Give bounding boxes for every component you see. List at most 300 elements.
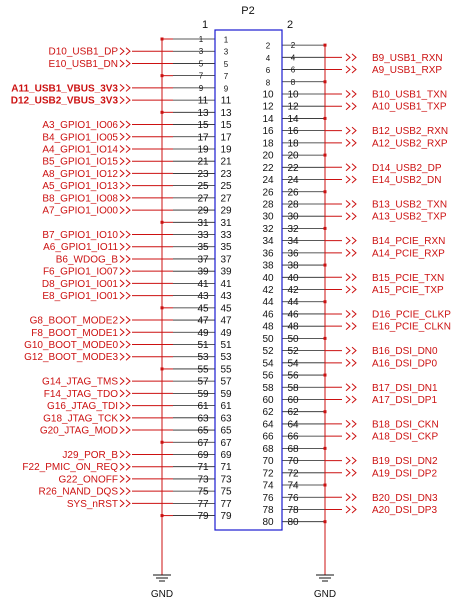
net-arrow-icon: [346, 90, 356, 97]
net-label-left-43: E8_GPIO1_IO01: [42, 291, 118, 303]
pin-number-50: 50: [287, 333, 299, 345]
pin-number-30: 30: [287, 211, 299, 223]
junction-dot: [324, 447, 327, 450]
pin-number-7: 7: [198, 71, 204, 81]
pin-number-13: 13: [197, 107, 209, 119]
pin-number-67: 67: [197, 437, 209, 449]
net-arrow-icon: [120, 353, 130, 360]
net-arrow-icon: [346, 494, 356, 501]
net-label-left-23: A8_GPIO1_IO12: [42, 168, 118, 180]
net-label-right-76: B20_DSI_DN3: [372, 492, 438, 504]
net-label-left-53: G12_BOOT_MODE3: [24, 352, 118, 364]
net-label-right-12: A10_USB1_TXP: [372, 101, 447, 113]
pin-number-27: 27: [197, 193, 209, 205]
pin-inner-number-8: 8: [265, 78, 271, 88]
net-arrow-icon: [346, 54, 356, 61]
junction-dot: [324, 337, 327, 340]
net-arrow-icon: [346, 127, 356, 134]
pin-number-22: 22: [287, 162, 299, 174]
net-label-left-41: D8_GPIO1_IO01: [41, 278, 118, 290]
pin-number-36: 36: [287, 248, 299, 260]
net-label-right-36: A14_PCIE_RXP: [372, 248, 445, 260]
gnd-symbol-right: [316, 575, 334, 581]
net-arrow-icon: [346, 66, 356, 73]
pin-number-76: 76: [287, 492, 299, 504]
net-arrow-icon: [120, 329, 130, 336]
pin-number-12: 12: [287, 101, 299, 113]
net-label-left-21: B5_GPIO1_IO15: [42, 156, 118, 168]
junction-dot: [161, 74, 164, 77]
pin-inner-number-68: 68: [262, 443, 274, 455]
junction-dot: [324, 264, 327, 267]
net-label-right-22: D14_USB2_DP: [372, 162, 442, 174]
net-label-right-24: E14_USB2_DN: [372, 175, 442, 187]
pin-inner-number-59: 59: [220, 388, 232, 400]
junction-dot: [161, 367, 164, 370]
pin-inner-number-33: 33: [220, 230, 232, 242]
junction-dot: [324, 374, 327, 377]
pin-number-15: 15: [197, 120, 209, 132]
pin-inner-number-58: 58: [262, 382, 274, 394]
pin-number-24: 24: [287, 175, 299, 187]
net-arrow-icon: [346, 103, 356, 110]
pin-number-37: 37: [197, 254, 209, 266]
junction-dot: [324, 190, 327, 193]
pin-inner-number-13: 13: [220, 107, 232, 119]
net-label-left-29: A7_GPIO1_IO00: [42, 205, 118, 217]
net-label-right-16: B12_USB2_RXN: [372, 126, 449, 138]
junction-dot: [161, 514, 164, 517]
pin-number-21: 21: [197, 156, 209, 168]
net-arrow-icon: [120, 194, 130, 201]
pin-number-66: 66: [287, 431, 299, 443]
net-label-right-28: B13_USB2_TXN: [372, 199, 448, 211]
net-label-right-4: B9_USB1_RXN: [372, 52, 443, 64]
pin-inner-number-42: 42: [262, 285, 274, 297]
gnd-label-left: GND: [150, 589, 174, 600]
pin-inner-number-25: 25: [220, 181, 232, 193]
pin-inner-number-67: 67: [220, 437, 232, 449]
net-arrow-icon: [120, 451, 130, 458]
net-arrow-icon: [120, 414, 130, 421]
pin-inner-number-76: 76: [262, 492, 274, 504]
pin-number-77: 77: [197, 498, 209, 510]
pin-number-11: 11: [197, 95, 209, 107]
pin-inner-number-74: 74: [262, 480, 274, 492]
junction-dot: [324, 410, 327, 413]
junction-dot: [324, 154, 327, 157]
net-label-right-60: A17_DSI_DP1: [372, 394, 438, 406]
net-label-right-40: B15_PCIE_TXN: [372, 272, 445, 284]
net-arrow-icon: [346, 310, 356, 317]
pin-number-60: 60: [287, 394, 299, 406]
net-label-left-47: G8_BOOT_MODE2: [29, 315, 118, 327]
pin-inner-number-64: 64: [262, 419, 274, 431]
pin-number-31: 31: [197, 217, 209, 229]
pin-inner-number-5: 5: [223, 59, 229, 69]
pin-number-80: 80: [287, 517, 299, 529]
junction-dot: [161, 221, 164, 224]
pin-inner-number-40: 40: [262, 272, 274, 284]
pin-number-56: 56: [287, 370, 299, 382]
net-label-left-17: B4_GPIO1_IO05: [42, 132, 118, 144]
pin-number-16: 16: [287, 126, 299, 138]
pin-inner-number-65: 65: [220, 425, 232, 437]
net-label-right-78: A20_DSI_DP3: [372, 504, 438, 516]
pin-number-26: 26: [287, 187, 299, 199]
pin-number-25: 25: [197, 181, 209, 193]
pin-inner-number-1: 1: [223, 35, 229, 45]
net-label-left-69: J29_POR_B: [62, 449, 118, 461]
net-label-left-35: A6_GPIO1_IO11: [43, 242, 118, 254]
pin-inner-number-11: 11: [220, 95, 232, 107]
junction-dot: [161, 441, 164, 444]
net-arrow-icon: [346, 274, 356, 281]
net-label-left-5: E10_USB1_DN: [48, 58, 118, 70]
net-label-right-72: A19_DSI_DP2: [372, 468, 438, 480]
net-label-right-54: A16_DSI_DP0: [372, 358, 438, 370]
net-label-left-33: B7_GPIO1_IO10: [42, 230, 118, 242]
pin-number-68: 68: [287, 443, 299, 455]
net-label-left-9: A11_USB1_VBUS_3V3: [11, 83, 118, 95]
net-arrow-icon: [120, 500, 130, 507]
pin-inner-number-36: 36: [262, 248, 274, 260]
pin-number-73: 73: [197, 474, 209, 486]
pin-header-left: 1: [201, 19, 209, 31]
pin-inner-number-47: 47: [220, 315, 232, 327]
pin-inner-number-37: 37: [220, 254, 232, 266]
pin-number-43: 43: [197, 291, 209, 303]
junction-dot: [324, 300, 327, 303]
pin-number-44: 44: [287, 297, 299, 309]
net-arrow-icon: [120, 48, 130, 55]
pin-inner-number-62: 62: [262, 407, 274, 419]
net-label-left-51: G10_BOOT_MODE0: [24, 340, 118, 351]
pin-inner-number-60: 60: [262, 394, 274, 406]
pin-number-28: 28: [287, 199, 299, 211]
pin-inner-number-17: 17: [220, 132, 232, 144]
pin-number-59: 59: [197, 388, 209, 400]
pin-inner-number-38: 38: [262, 260, 274, 272]
net-arrow-icon: [120, 158, 130, 165]
net-label-right-10: B10_USB1_TXN: [372, 89, 448, 101]
pin-inner-number-20: 20: [262, 150, 274, 162]
net-label-right-52: B16_DSI_DN0: [372, 346, 438, 358]
junction-dot: [161, 38, 164, 41]
pin-inner-number-31: 31: [220, 217, 232, 229]
net-arrow-icon: [120, 231, 130, 238]
junction-dot: [324, 117, 327, 120]
pin-inner-number-73: 73: [220, 474, 232, 486]
pin-number-14: 14: [287, 113, 299, 125]
pin-inner-number-80: 80: [262, 517, 274, 529]
pin-number-61: 61: [197, 401, 209, 413]
pin-number-1: 1: [198, 35, 204, 44]
net-arrow-icon: [120, 170, 130, 177]
pin-number-41: 41: [197, 278, 209, 290]
pin-number-55: 55: [197, 364, 209, 376]
net-arrow-icon: [120, 378, 130, 385]
net-label-left-15: A3_GPIO1_IO06: [42, 120, 118, 132]
pin-number-53: 53: [197, 352, 209, 364]
net-arrow-icon: [346, 213, 356, 220]
pin-number-42: 42: [287, 285, 299, 297]
pin-inner-number-72: 72: [262, 468, 274, 480]
net-arrow-icon: [346, 457, 356, 464]
net-label-left-77: SYS_nRST: [66, 498, 118, 510]
net-label-left-71: F22_PMIC_ON_REQ: [22, 462, 118, 474]
net-arrow-icon: [346, 420, 356, 427]
pin-number-64: 64: [287, 419, 299, 431]
pin-inner-number-49: 49: [220, 327, 232, 339]
net-label-right-42: A15_PCIE_TXP: [372, 285, 444, 297]
net-label-left-63: G18_JTAG_TCK: [43, 413, 118, 425]
pin-inner-number-41: 41: [220, 278, 232, 290]
net-arrow-icon: [120, 488, 130, 495]
junction-dot: [324, 484, 327, 487]
pin-number-49: 49: [197, 327, 209, 339]
pin-inner-number-52: 52: [262, 346, 274, 358]
pin-number-35: 35: [197, 242, 209, 254]
net-label-left-19: A4_GPIO1_IO14: [42, 144, 118, 156]
net-arrow-icon: [120, 255, 130, 262]
pin-inner-number-69: 69: [220, 449, 232, 461]
pin-inner-number-15: 15: [220, 120, 232, 132]
junction-dot: [161, 306, 164, 309]
net-arrow-icon: [120, 317, 130, 324]
pin-number-9: 9: [198, 83, 204, 93]
pin-inner-number-48: 48: [262, 321, 274, 333]
pin-inner-number-66: 66: [262, 431, 274, 443]
net-arrow-icon: [120, 475, 130, 482]
pin-inner-number-22: 22: [262, 162, 274, 174]
pin-number-20: 20: [287, 150, 299, 162]
pin-inner-number-77: 77: [220, 498, 232, 510]
pin-inner-number-14: 14: [262, 113, 274, 125]
pin-inner-number-16: 16: [262, 126, 274, 138]
pin-inner-number-34: 34: [262, 236, 274, 248]
net-arrow-icon: [346, 176, 356, 183]
pin-inner-number-63: 63: [220, 413, 232, 425]
net-label-left-11: D12_USB2_VBUS_3V3: [10, 95, 118, 107]
pin-number-65: 65: [197, 425, 209, 437]
net-label-left-25: A5_GPIO1_IO13: [42, 181, 118, 193]
pin-number-4: 4: [290, 53, 296, 63]
net-label-right-34: B14_PCIE_RXN: [372, 236, 446, 248]
net-label-left-57: G14_JTAG_TMS: [42, 376, 118, 388]
net-arrow-icon: [346, 469, 356, 476]
net-arrow-icon: [346, 249, 356, 256]
pin-number-3: 3: [198, 47, 204, 57]
pin-number-33: 33: [197, 230, 209, 242]
pin-inner-number-7: 7: [223, 72, 229, 82]
pin-inner-number-79: 79: [220, 511, 232, 523]
designator-label: P2: [241, 5, 255, 17]
pin-inner-number-50: 50: [262, 333, 274, 345]
pin-number-23: 23: [197, 168, 209, 180]
net-label-left-75: R26_NAND_DQS: [38, 486, 118, 498]
net-arrow-icon: [120, 133, 130, 140]
junction-dot: [324, 44, 327, 47]
net-label-right-18: A12_USB2_RXP: [372, 138, 448, 150]
pin-inner-number-56: 56: [262, 370, 274, 382]
pin-number-5: 5: [198, 59, 204, 69]
net-arrow-icon: [120, 121, 130, 128]
pin-number-70: 70: [287, 456, 299, 468]
pin-inner-number-3: 3: [223, 47, 229, 57]
net-arrow-icon: [120, 84, 130, 91]
pin-inner-number-29: 29: [220, 205, 232, 217]
net-arrow-icon: [346, 200, 356, 207]
net-arrow-icon: [346, 506, 356, 513]
pin-number-34: 34: [287, 236, 299, 248]
net-label-right-6: A9_USB1_RXP: [372, 65, 443, 77]
pin-inner-number-21: 21: [220, 156, 232, 168]
net-arrow-icon: [346, 384, 356, 391]
net-arrow-icon: [346, 347, 356, 354]
net-label-left-3: D10_USB1_DP: [48, 46, 118, 58]
net-arrow-icon: [120, 427, 130, 434]
net-label-right-58: B17_DSI_DN1: [372, 382, 438, 394]
pin-number-17: 17: [197, 132, 209, 144]
net-label-left-39: F6_GPIO1_IO07: [42, 266, 118, 278]
pin-number-10: 10: [287, 89, 299, 101]
pin-number-8: 8: [290, 77, 296, 87]
net-label-right-48: E16_PCIE_CLKN: [372, 321, 451, 333]
net-arrow-icon: [120, 145, 130, 152]
pin-number-63: 63: [197, 413, 209, 425]
pin-inner-number-35: 35: [220, 242, 232, 254]
net-label-left-61: G16_JTAG_TDI: [47, 401, 118, 413]
pin-number-72: 72: [287, 468, 299, 480]
net-label-right-46: D16_PCIE_CLKP: [372, 309, 451, 321]
net-arrow-icon: [120, 463, 130, 470]
pin-inner-number-53: 53: [220, 352, 232, 364]
net-arrow-icon: [346, 139, 356, 146]
pin-inner-number-6: 6: [265, 66, 271, 76]
pin-number-29: 29: [197, 205, 209, 217]
net-arrow-icon: [346, 433, 356, 440]
junction-dot: [324, 520, 327, 523]
net-arrow-icon: [120, 182, 130, 189]
pin-inner-number-32: 32: [262, 223, 274, 235]
pin-inner-number-27: 27: [220, 193, 232, 205]
net-arrow-icon: [120, 268, 130, 275]
pin-number-78: 78: [287, 504, 299, 516]
pin-number-69: 69: [197, 449, 209, 461]
pin-number-6: 6: [290, 65, 296, 75]
gnd-label-right: GND: [313, 589, 337, 600]
junction-dot: [161, 111, 164, 114]
net-label-left-65: G20_JTAG_MOD: [39, 425, 118, 437]
net-arrow-icon: [120, 280, 130, 287]
net-label-right-70: B19_DSI_DN2: [372, 456, 438, 468]
net-arrow-icon: [346, 323, 356, 330]
pin-inner-number-57: 57: [220, 376, 232, 388]
net-label-left-37: B6_WDOG_B: [55, 254, 118, 266]
pin-number-57: 57: [197, 376, 209, 388]
pin-inner-number-70: 70: [262, 456, 274, 468]
pin-inner-number-24: 24: [262, 175, 274, 187]
net-label-right-66: A18_DSI_CKP: [372, 431, 439, 443]
pin-inner-number-45: 45: [220, 303, 232, 315]
pin-inner-number-23: 23: [220, 168, 232, 180]
pin-inner-number-75: 75: [220, 486, 232, 498]
pin-inner-number-28: 28: [262, 199, 274, 211]
pin-inner-number-78: 78: [262, 504, 274, 516]
net-arrow-icon: [346, 164, 356, 171]
net-arrow-icon: [120, 341, 130, 348]
pin-inner-number-71: 71: [220, 462, 232, 474]
net-arrow-icon: [346, 237, 356, 244]
net-arrow-icon: [120, 97, 130, 104]
pin-inner-number-30: 30: [262, 211, 274, 223]
pin-number-51: 51: [197, 340, 209, 351]
net-arrow-icon: [120, 243, 130, 250]
pin-number-46: 46: [287, 309, 299, 321]
pin-inner-number-51: 51: [220, 340, 232, 351]
pin-number-18: 18: [287, 138, 299, 150]
pin-number-75: 75: [197, 486, 209, 498]
pin-header-right: 2: [286, 19, 294, 31]
pin-inner-number-26: 26: [262, 187, 274, 199]
pin-inner-number-2: 2: [265, 41, 271, 51]
pin-number-58: 58: [287, 382, 299, 394]
pin-inner-number-4: 4: [265, 53, 271, 63]
pin-inner-number-44: 44: [262, 297, 274, 309]
net-arrow-icon: [346, 396, 356, 403]
pin-inner-number-12: 12: [262, 101, 274, 113]
pin-inner-number-18: 18: [262, 138, 274, 150]
pin-number-32: 32: [287, 223, 299, 235]
pin-number-62: 62: [287, 407, 299, 419]
net-label-left-27: B8_GPIO1_IO08: [42, 193, 118, 205]
net-label-left-73: G22_ONOFF: [58, 474, 118, 486]
pin-number-74: 74: [287, 480, 299, 492]
net-label-left-59: F14_JTAG_TDO: [43, 388, 118, 400]
pin-inner-number-43: 43: [220, 291, 232, 303]
junction-dot: [324, 227, 327, 230]
pin-inner-number-9: 9: [223, 84, 229, 94]
net-arrow-icon: [120, 402, 130, 409]
net-arrow-icon: [120, 292, 130, 299]
pin-number-40: 40: [287, 272, 299, 284]
pin-inner-number-46: 46: [262, 309, 274, 321]
net-arrow-icon: [346, 286, 356, 293]
net-label-left-49: F8_BOOT_MODE1: [31, 327, 118, 339]
net-label-right-64: B18_DSI_CKN: [372, 419, 439, 431]
net-arrow-icon: [120, 60, 130, 67]
pin-inner-number-10: 10: [262, 89, 274, 101]
pin-inner-number-19: 19: [220, 144, 232, 156]
pin-inner-number-55: 55: [220, 364, 232, 376]
pin-inner-number-61: 61: [220, 401, 232, 413]
pin-number-52: 52: [287, 346, 299, 358]
pin-number-48: 48: [287, 321, 299, 333]
pin-number-45: 45: [197, 303, 209, 315]
pin-number-39: 39: [197, 266, 209, 278]
net-arrow-icon: [346, 359, 356, 366]
pin-number-79: 79: [197, 511, 209, 523]
pin-number-19: 19: [197, 144, 209, 156]
pin-number-38: 38: [287, 260, 299, 272]
pin-number-71: 71: [197, 462, 209, 474]
pin-inner-number-54: 54: [262, 358, 274, 370]
net-label-right-30: A13_USB2_TXP: [372, 211, 447, 223]
pin-number-54: 54: [287, 358, 299, 370]
junction-dot: [324, 80, 327, 83]
pin-number-2: 2: [290, 41, 296, 51]
